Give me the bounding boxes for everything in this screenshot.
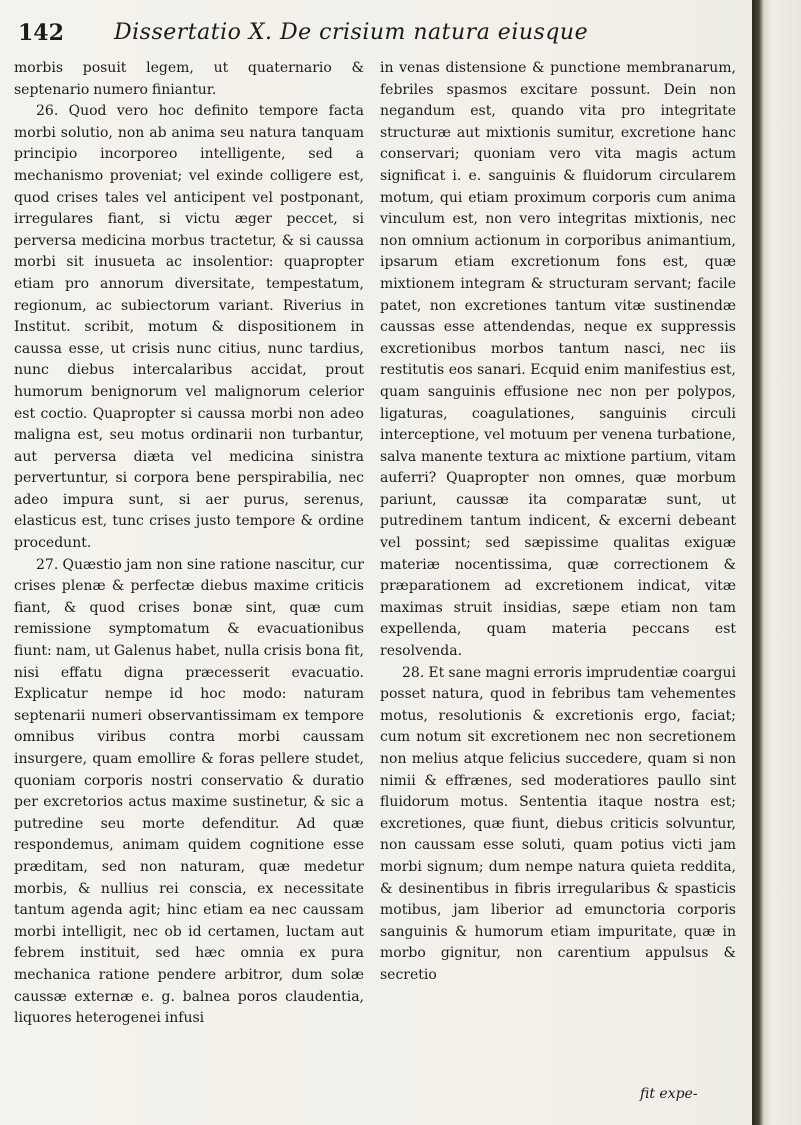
catchword: fit expe- — [640, 1086, 698, 1102]
paragraph: in venas distensione & punctione membranarum, febriles spasmos excitare possunt. Dein non negandum est, quando vita pro integritate structuræ aut mixtionis sumitur, excretione hanc conservari; quoniam vero vita magis actum significat i. e. sanguinis & fluidorum circularem motum, qui etiam proximum corporis cum anima vinculum est, non vero integritas mixtionis, nec non omnium actionum in corporibus animantium, ipsarum etiam excretionum fons est, quæ mixtionem integram & structuram servant; facile patet, non excretiones tantum vitæ sustinendæ caussas esse attendendas, neque ex suppressis excretionibus morbos tantum nasci, nec iis restitutis eos sanari. Ecquid enim manifestius est, quam sanguinis effusione nec non per polypos, ligaturas, coagulationes, sanguinis circuli interceptione, vel motuum per venena turbatione, salva manente textura ac mixtione partium, vitam auferri? Quapropter non omnes, quæ morbum pariunt, caussæ ita comparatæ sunt, ut putredinem tantum indicent, & excerni debeant vel possint; sed sæpissime qualitas exiguæ materiæ nocentissima, quæ correctionem & præparationem ad excretionem indicat, vitæ maximas struit insidias, sæpe etiam non tam expellenda, quam materia peccans est resolvenda. — [380, 60, 736, 660]
book-binding-edge — [752, 0, 801, 1125]
right-text-column — [380, 58, 736, 987]
paragraph: 27. Quæstio jam non sine ratione nascitur, cur crises plenæ & perfectæ diebus maxime criticis fiant, & quod crises bonæ sint, quæ cum remissione symptomatum & evacuationibus fiunt: nam, ut Galenus habet, nulla crisis bona fit, nisi effatu digna præcesserit evacuatio. Explicatur nempe id hoc modo: naturam septenarii numeri observantissimam ex tempore omnibus viribus contra morbi caussam insurgere, quam emollire & foras pellere studet, quoniam corporis nostri conservatio & duratio per excretorios actus maxime sustinetur, & sic a putredine seu morte defenditur. Ad quæ respondemus, animam quidem cognitione esse præditam, sed non naturam, quæ medetur morbis, & nullius rei conscia, ex necessitate tantum agenda agit; hinc etiam ea nec caussam morbi intelligit, nec ob id certamen, luctam aut febrem instituit, sed hæc omnia ex pura mechanica ratione pendere arbitror, dum solæ caussæ externæ e. g. balnea poros claudentia, liquores heterogenei infusi — [14, 556, 364, 1027]
page-header — [14, 20, 749, 48]
running-head: Dissertatio X. De crisium natura eiusque — [114, 20, 589, 45]
left-text-column — [14, 58, 364, 1030]
paragraph: 26. Quod vero hoc definito tempore facta morbi solutio, non ab anima seu natura tanquam principio incorporeo intelligente, sed a mechanismo proveniat; vel exinde colligere est, quod crises tales vel anticipent vel postponant, irregulares fiant, si victu æger peccet, si perversa medicina morbus tractetur, & si caussa morbi sit inusueta ac insolentior: quapropter etiam pro annorum diversitate, tempestatum, regionum, ac subiectorum variant. Riverius in Institut. scribit, motum & dispositionem in caussa esse, ut crisis nunc citius, nunc tardius, nunc diebus intercalaribus accidat, prout humorum benignorum vel malignorum celerior est coctio. Quapropter si caussa morbi non adeo maligna est, seu motus ordinarii non turbantur, aut perversa diæta vel medicina sinistra pervertuntur, si corpora bene perspirabilia, nec adeo impura sunt, si aer purus, serenus, elasticus est, tunc crises justo tempore & ordine procedunt. — [14, 103, 364, 552]
paragraph: 28. Et sane magni erroris imprudentiæ coargui posset natura, quod in febribus tam vehementes motus, resolutionis & excretionis ergo, faciat; cum notum sit excretionem nec non secretionem non melius atque felicius succedere, quam si non nimii & effrænes, sed moderatiores paullo sint fluidorum motus. Sententia itaque nostra est; excretiones, quæ fiunt, diebus criticis solvuntur, non caussam esse soluti, quam potius victi jam morbi signum; dum nempe natura quieta reddita, & desinentibus in fibris irregularibus & spasticis motibus, jam liberior ad emunctoria corporis sanguinis & humorum etiam impuritate, quæ in morbo gignitur, non carentium appulsus & secretio — [380, 664, 736, 983]
page-number: 142 — [18, 20, 64, 46]
paragraph: morbis posuit legem, ut quaternario & septenario numero finiantur. — [14, 60, 364, 98]
